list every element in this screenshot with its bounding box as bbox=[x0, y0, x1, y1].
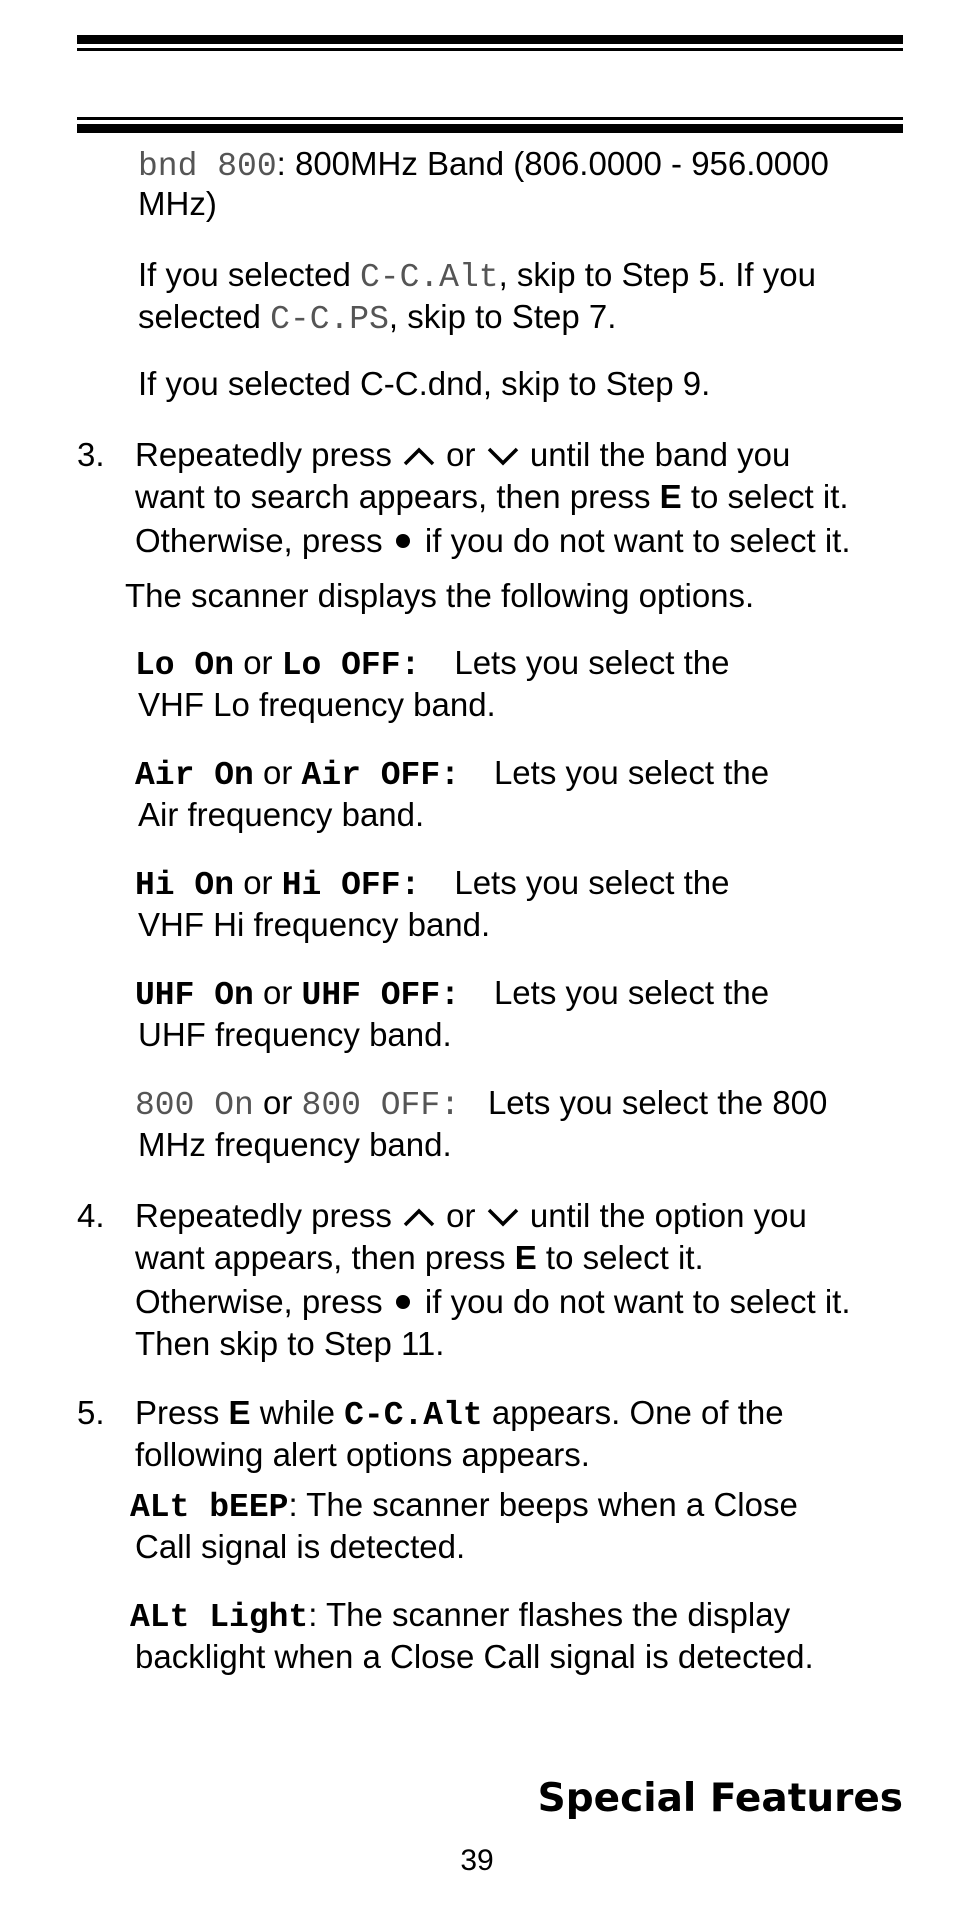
option-uhf-line-1: UHF On or UHF OFF: Lets you select the bbox=[135, 974, 770, 1014]
option-hi-line-1: Hi On or Hi OFF: Lets you select the bbox=[135, 864, 730, 904]
alert-beep-line-1: ALt bEEP: The scanner beeps when a Close bbox=[130, 1486, 798, 1526]
step3-line-3: Otherwise, press if you do not want to select it. bbox=[135, 522, 851, 559]
header-rule-bottom-thin bbox=[77, 117, 903, 120]
key-e: E bbox=[228, 1394, 251, 1431]
code-cc-alt-bold: C-C.Alt bbox=[344, 1397, 483, 1434]
header-rule-top-thin bbox=[77, 48, 903, 51]
step3-line-1: Repeatedly press or until the band you bbox=[135, 436, 791, 473]
step4-line-4: Then skip to Step 11. bbox=[135, 1325, 445, 1362]
alert-light-line-2: backlight when a Close Call signal is detected. bbox=[135, 1638, 814, 1675]
option-800-line-1: 800 On or 800 OFF: Lets you select the 800 bbox=[135, 1084, 828, 1124]
option-lo-line-2: VHF Lo frequency band. bbox=[138, 686, 496, 723]
option-hi-line-2: VHF Hi frequency band. bbox=[138, 906, 491, 943]
bnd800-line-1: bnd 800: 800MHz Band (806.0000 - 956.0000 bbox=[138, 145, 829, 185]
option-uhf-line-2: UHF frequency band. bbox=[138, 1016, 452, 1053]
bullet-dot-icon bbox=[396, 1295, 410, 1309]
step5-line-1: Press E while C-C.Alt appears. One of the bbox=[135, 1394, 784, 1434]
step5-number: 5. bbox=[77, 1394, 105, 1431]
chevron-down-icon bbox=[485, 1206, 521, 1228]
step4-line-2: want appears, then press E to select it. bbox=[135, 1239, 704, 1276]
key-e: E bbox=[514, 1239, 537, 1276]
step3-number: 3. bbox=[77, 436, 105, 473]
bnd800-code: bnd 800 bbox=[138, 148, 277, 185]
step4-line-3: Otherwise, press if you do not want to select it. bbox=[135, 1283, 851, 1320]
options-intro: The scanner displays the following options. bbox=[125, 577, 755, 614]
header-rule-top-thick bbox=[77, 35, 903, 44]
step4-line-1: Repeatedly press or until the option you bbox=[135, 1197, 807, 1234]
option-air-line-1: Air On or Air OFF: Lets you select the bbox=[135, 754, 770, 794]
skip1-line-2: selected C-C.PS, skip to Step 7. bbox=[138, 298, 617, 338]
skip2-line: If you selected C-C.dnd, skip to Step 9. bbox=[138, 365, 711, 402]
option-lo-line-1: Lo On or Lo OFF: Lets you select the bbox=[135, 644, 730, 684]
step4-number: 4. bbox=[77, 1197, 105, 1234]
header-rule-bottom-thick bbox=[77, 124, 903, 133]
alert-beep-line-2: Call signal is detected. bbox=[135, 1528, 466, 1565]
key-e: E bbox=[659, 478, 682, 515]
bnd800-line-2: MHz) bbox=[138, 185, 217, 222]
code-cc-ps: C-C.PS bbox=[270, 301, 389, 338]
step3-line-2: want to search appears, then press E to select it. bbox=[135, 478, 849, 515]
alert-light-line-1: ALt Light: The scanner flashes the display bbox=[130, 1596, 791, 1636]
step5-line-2: following alert options appears. bbox=[135, 1436, 590, 1473]
section-title: Special Features bbox=[537, 1776, 903, 1821]
bullet-dot-icon bbox=[396, 534, 410, 548]
option-800-line-2: MHz frequency band. bbox=[138, 1126, 452, 1163]
chevron-up-icon bbox=[401, 445, 437, 467]
skip1-line-1: If you selected C-C.Alt, skip to Step 5. If you bbox=[138, 256, 816, 296]
option-air-line-2: Air frequency band. bbox=[138, 796, 425, 833]
chevron-up-icon bbox=[401, 1206, 437, 1228]
code-cc-alt: C-C.Alt bbox=[359, 259, 499, 296]
chevron-down-icon bbox=[485, 445, 521, 467]
page-number: 39 bbox=[460, 1844, 494, 1877]
